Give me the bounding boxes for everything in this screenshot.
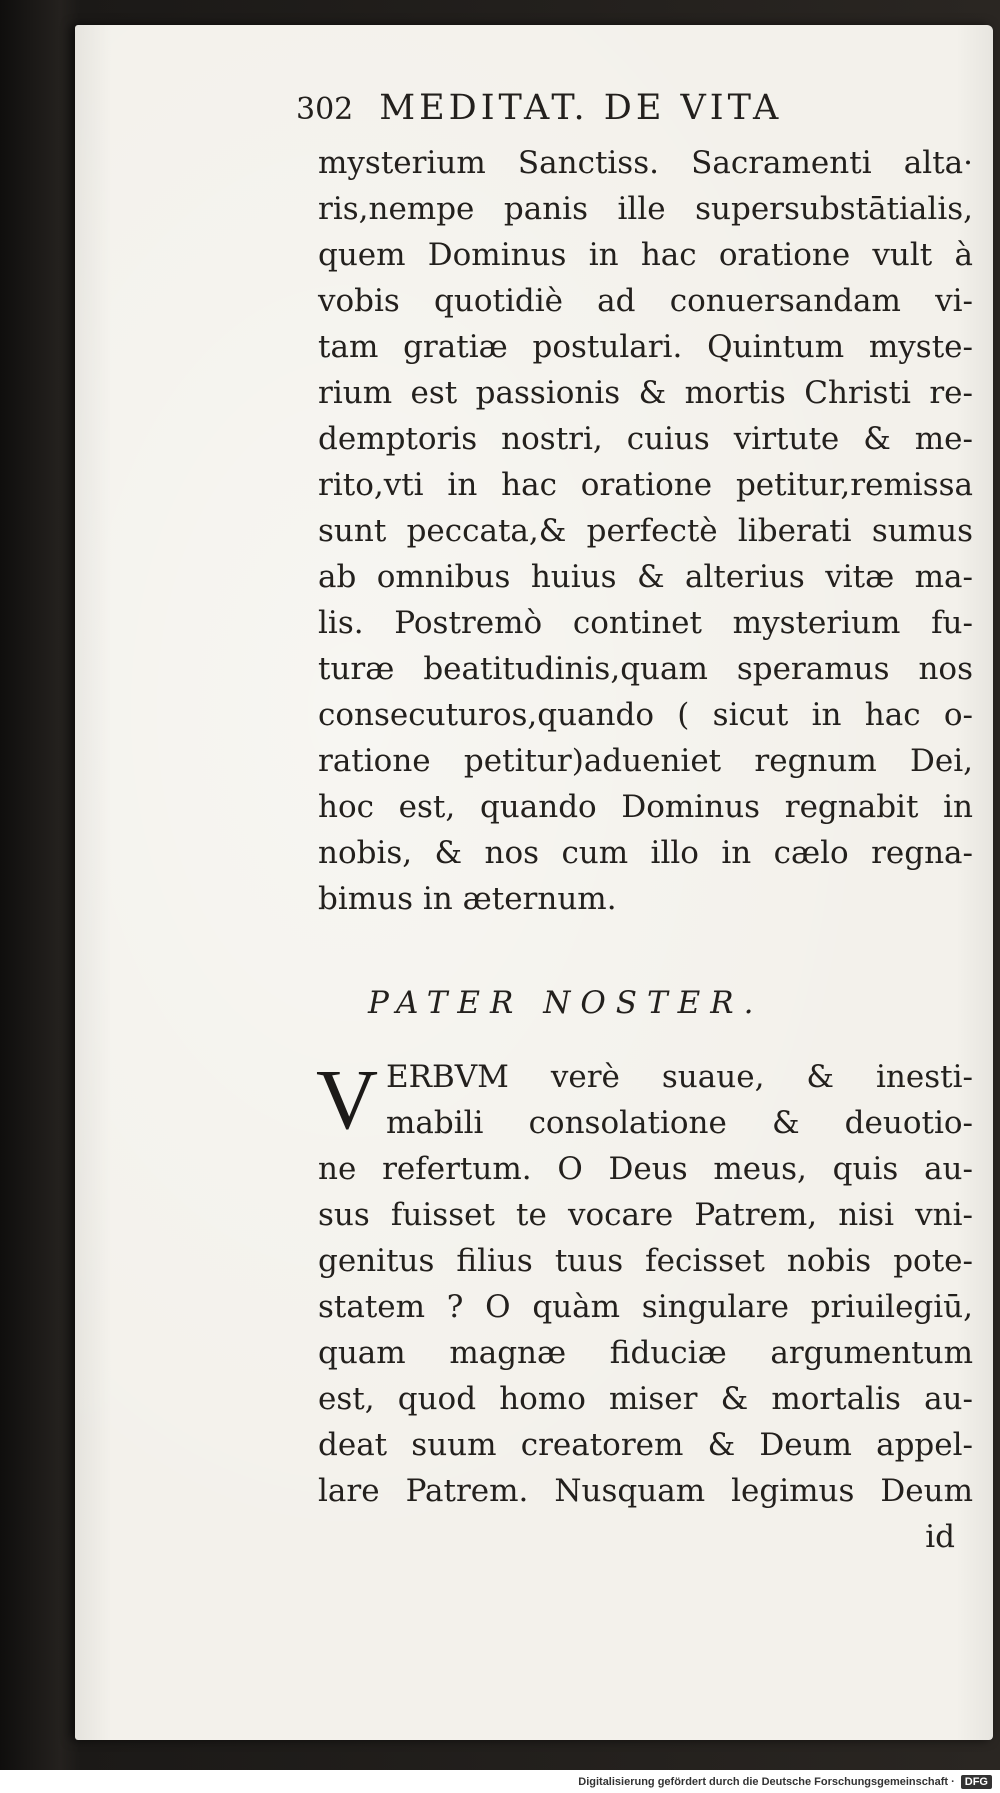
text-line: ratione petitur)adueniet regnum Dei, [318, 743, 973, 779]
text-line: turæ beatitudinis,quam speramus nos [318, 651, 973, 687]
text-line: ab omnibus huius & alterius vitæ ma- [318, 559, 973, 595]
paragraph-1 [318, 140, 973, 922]
funding-notice: Digitalisierung gefördert durch die Deutsche Forschungsgemeinschaft · [578, 1775, 955, 1788]
text-line: genitus filius tuus fecisset nobis pote- [318, 1243, 973, 1279]
text-line: nobis, & nos cum illo in cælo regna- [318, 835, 973, 871]
drop-cap: V [316, 1051, 379, 1147]
text-line: ne refertum. O Deus meus, quis au- [318, 1151, 973, 1187]
text-line: mysterium Sanctiss. Sacramenti alta· [318, 145, 973, 181]
paragraph-2 [316, 1051, 973, 1514]
text-line: deat suum creatorem & Deum appel- [318, 1427, 973, 1463]
text-line: bimus in æternum. [318, 881, 617, 917]
text-line: quem Dominus in hac oratione vult à [318, 237, 973, 273]
text-line: lare Patrem. Nusquam legimus Deum [318, 1473, 973, 1509]
running-head [296, 88, 973, 140]
running-title: MEDITAT. DE VITA [379, 88, 783, 128]
text-line: lis. Postremò continet mysterium fu- [318, 605, 973, 641]
dfg-logo: DFG [961, 1775, 992, 1789]
footer-bar [0, 1770, 1000, 1793]
text-line: mabili consolatione & deuotio- [386, 1105, 973, 1141]
text-line: statem ? O quàm singulare priuilegiū, [318, 1289, 973, 1325]
text-line: sunt peccata,& perfectè liberati sumus [318, 513, 973, 549]
text-line: tam gratiæ postulari. Quintum myste- [318, 329, 973, 365]
text-line: rito,vti in hac oratione petitur,remissa [318, 467, 973, 503]
text-block [296, 88, 973, 1560]
text-line: ris,nempe panis ille supersubstātialis, [318, 191, 973, 227]
catchword: id [925, 1519, 955, 1555]
text-line: hoc est, quando Dominus regnabit in [318, 789, 973, 825]
text-line: quam magnæ fiduciæ argumentum [318, 1335, 973, 1371]
page-number: 302 [296, 92, 354, 127]
text-line: rium est passionis & mortis Christi re- [318, 375, 973, 411]
section-heading: PATER NOSTER. [368, 985, 764, 1021]
text-line: demptoris nostri, cuius virtute & me- [318, 421, 973, 457]
text-line: consecuturos,quando ( sicut in hac o- [318, 697, 973, 733]
text-line: ERBVM verè suaue, & inesti- [386, 1059, 973, 1095]
text-line: sus fuisset te vocare Patrem, nisi vni- [318, 1197, 973, 1233]
text-line: vobis quotidiè ad conuersandam vi- [318, 283, 973, 319]
text-line: est, quod homo miser & mortalis au- [318, 1381, 973, 1417]
